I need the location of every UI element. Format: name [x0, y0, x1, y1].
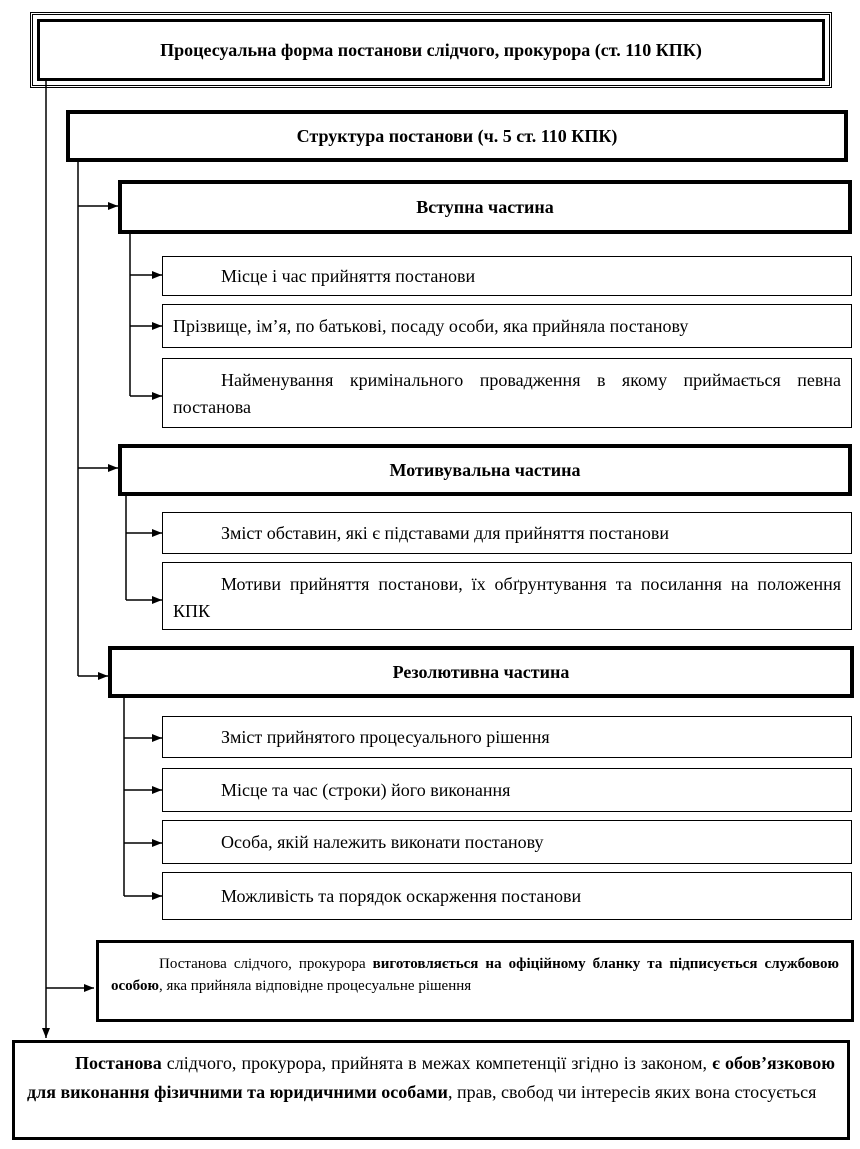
motive-item-1: Зміст обставин, які є підставами для прийняття постанови [162, 512, 852, 554]
title-box [30, 12, 832, 88]
motive-heading-box: Мотивувальна частина [118, 444, 852, 496]
intro-item-1: Місце і час прийняття постанови [162, 256, 852, 296]
final-box [12, 1040, 850, 1140]
resolution-item-2: Місце та час (строки) його виконання [162, 768, 852, 812]
final-text-bold-2: є обов’язковою для виконання фізичними та юридичними особами [27, 1053, 835, 1102]
motive-item-2 [162, 562, 852, 630]
intro-item-3-text: Найменування кримінального провадження в якому приймається певна постанова [173, 370, 841, 417]
motive-item-2-text: Мотиви прийняття постанови, їх обґрунтування та посилання на положення КПК [173, 574, 841, 621]
intro-item-3 [162, 358, 852, 428]
note-text-bold: виготовляється на офіційному бланку та підписується службовою особою [111, 956, 839, 994]
structure-box: Структура постанови (ч. 5 ст. 110 КПК) [66, 110, 848, 162]
resolution-heading-box: Резолютивна частина [108, 646, 854, 698]
resolution-item-4: Можливість та порядок оскарження постанови [162, 872, 852, 920]
final-text-bold-1: Постанова [75, 1053, 162, 1073]
intro-item-2: Прізвище, ім’я, по батькові, посаду особи, яка прийняла постанову [162, 304, 852, 348]
intro-heading-box: Вступна частина [118, 180, 852, 234]
note-text-1: Постанова слідчого, прокурора [159, 956, 373, 972]
note-box [96, 940, 854, 1022]
note-text-2: , яка прийняла відповідне процесуальне рішення [158, 978, 472, 994]
resolution-item-1: Зміст прийнятого процесуального рішення [162, 716, 852, 758]
resolution-item-3: Особа, якій належить виконати постанову [162, 820, 852, 864]
final-text-1: слідчого, прокурора, прийнята в межах компетенції згідно із законом, [161, 1053, 713, 1073]
title-text: Процесуальна форма постанови слідчого, прокурора (ст. 110 КПК) [37, 19, 825, 81]
final-text-2: , прав, свобод чи інтересів яких вона стосується [447, 1082, 817, 1102]
